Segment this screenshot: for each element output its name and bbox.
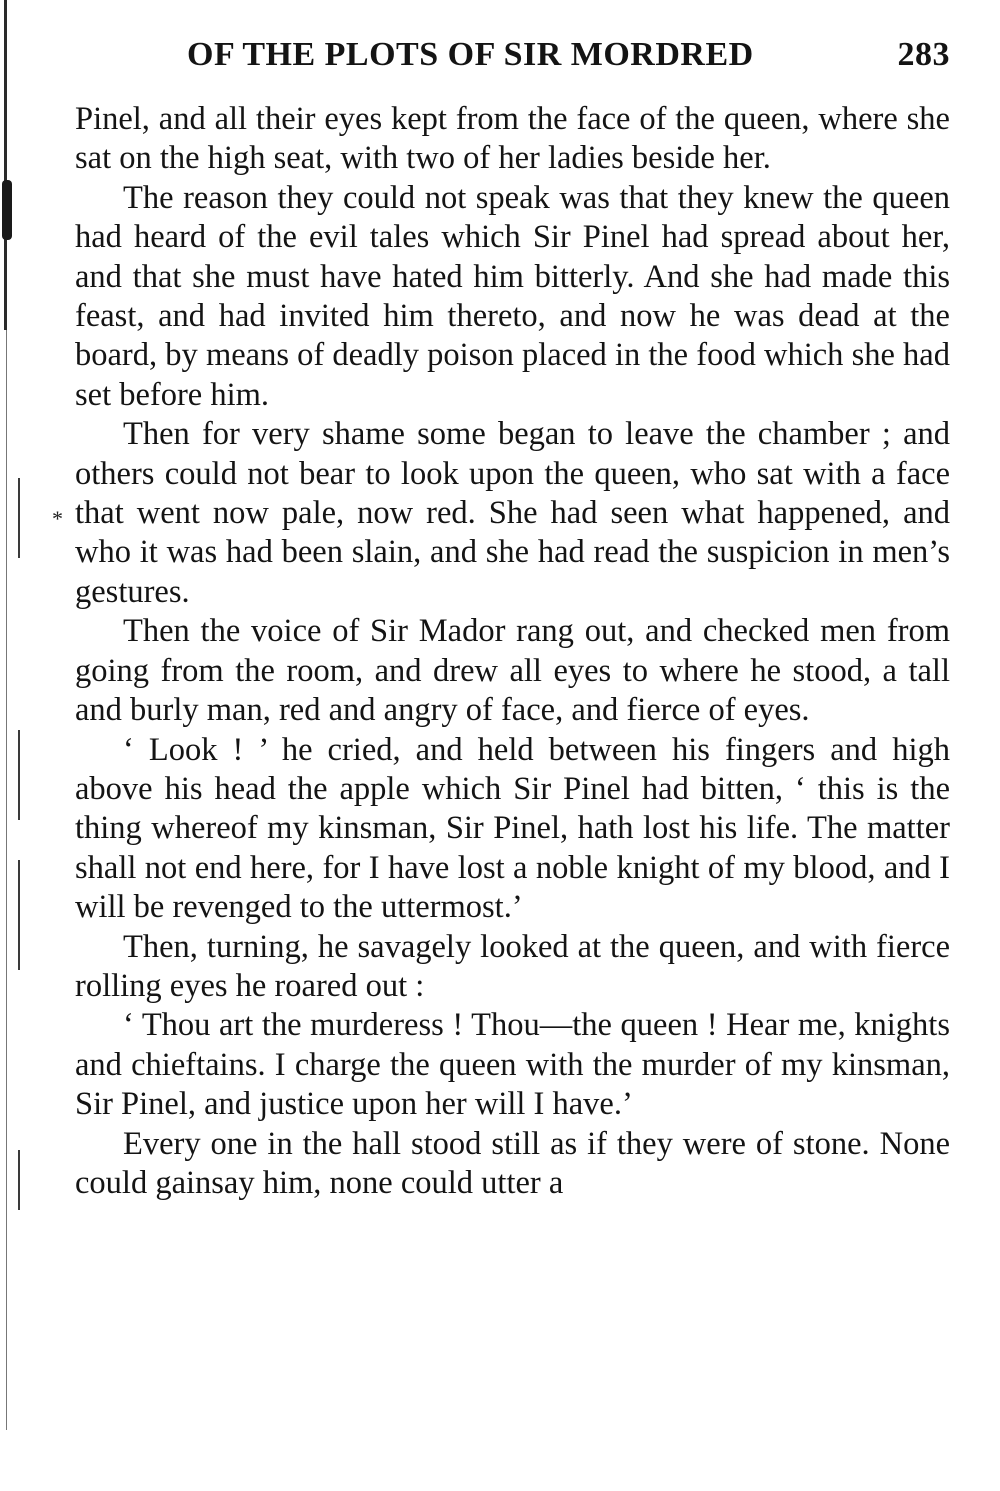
paragraph: Then, turning, he savagely looked at the queen, and with fierce rolling eyes he roared out : bbox=[75, 928, 950, 1004]
margin-mark bbox=[18, 730, 20, 820]
asterisk-margin-note: * bbox=[52, 506, 63, 531]
body-text bbox=[75, 100, 950, 1203]
scan-binding-line bbox=[6, 330, 7, 1430]
paragraph: ‘ Look ! ’ he cried, and held between his fingers and high above his head the apple which Sir Pinel had bitten, ‘ this is the thing whereof my kinsman, Sir Pinel, hath lost his life. The matter shall not end here, for I have lost a noble knight of my blood, and I will be revenged to the uttermost.’ bbox=[75, 731, 950, 926]
paragraph: Pinel, and all their eyes kept from the face of the queen, where she sat on the high seat, with two of her ladies beside her. bbox=[75, 101, 950, 177]
running-head-title: OF THE PLOTS OF SIR MORDRED bbox=[187, 36, 754, 73]
page-number: 283 bbox=[897, 36, 950, 73]
scan-binding-edge bbox=[4, 0, 7, 330]
margin-mark bbox=[18, 478, 20, 558]
margin-mark bbox=[18, 860, 20, 970]
running-head bbox=[75, 36, 950, 86]
paragraph: The reason they could not speak was that they knew the queen had heard of the evil tales which Sir Pinel had spread about her, and that she must have hated him bitterly. And she had made this feast, and had invited him thereto, and now he was dead at the board, by means of deadly poison placed in the food which she had set before him. bbox=[75, 179, 950, 413]
paragraph: Every one in the hall stood still as if they were of stone. None could gainsay him, none could utter a bbox=[75, 1125, 950, 1201]
scan-ink-blot bbox=[2, 180, 12, 240]
paragraph: ‘ Thou art the murderess ! Thou—the queen ! Hear me, knights and chieftains. I charge the queen with the murder of my kinsman, Sir Pinel, and justice upon her will I have.’ bbox=[75, 1007, 950, 1123]
margin-mark bbox=[18, 1150, 20, 1210]
paragraph: Then for very shame some began to leave the chamber ; and others could not bear to look upon the queen, who sat with a face that went now pale, now red. She had seen what happened, and who it was had been slain, and she had read the suspicion in men’s gestures. bbox=[75, 416, 950, 610]
paragraph: Then the voice of Sir Mador rang out, and checked men from going from the room, and drew all eyes to where he stood, a tall and burly man, red and angry of face, and fierce of eyes. bbox=[75, 613, 950, 729]
